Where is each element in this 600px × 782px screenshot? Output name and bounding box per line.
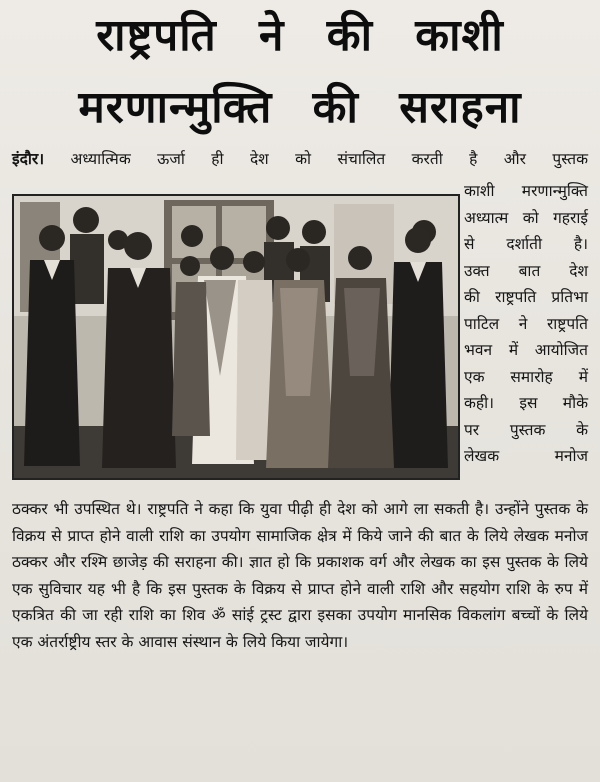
side-line: उक्त बात देश (464, 261, 588, 280)
lead-line (12, 146, 588, 173)
side-line: पाटिल ने राष्ट्रपति (464, 314, 588, 333)
headline-line-2: मरणान्मुक्ति की सराहना (78, 82, 522, 133)
lead-sentence: अध्यात्मिक ऊर्जा ही देश को संचालित करती है और पुस्तक (70, 150, 588, 168)
headline-line-1: राष्ट्रपति ने की काशी (96, 10, 504, 61)
side-line: एक समारोह में (464, 367, 588, 386)
side-line: पर पुस्तक के (464, 420, 588, 439)
group-photo-image (14, 196, 458, 478)
side-line: काशी मरणान्मुक्ति (464, 182, 588, 200)
dateline: इंदौर। (12, 150, 45, 168)
side-line: की राष्ट्रपति प्रतिभा (464, 288, 588, 306)
side-line: कही। इस मौके (464, 394, 588, 412)
side-line: अध्यात्म को गहराई (464, 208, 588, 227)
side-line: से दर्शाती है। (464, 235, 588, 253)
side-line: भवन में आयोजित (464, 341, 588, 359)
article-body: ठक्कर भी उपस्थित थे। राष्ट्रपति ने कहा कि युवा पीढ़ी ही देश को आगे ला सकती है। उन्होंने पुस्तक के विक्रय से प्राप्त होने वाली राशि का उपयोग सामाजिक क्षेत्र में किये जाने की बात के लिये लेखक मनोज ठक्कर और रश्मि छाजेड़ की सराहना की। ज्ञात हो कि प्रकाशक वर्ग और लेखक का इस पुस्तक के लिये एक सुविचार यह भी है कि इस पुस्तक के विक्रय से प्राप्त होने वाली राशि और सहयोग राशि के रुप में एकत्रित की जा रही राशि का शिव ॐ सांई ट्रस्ट द्वारा इसका उपयोग मानसिक विकलांग बच्चों के लिये एक अंतर्राष्ट्रीय स्तर के आवास संस्थान के लिये किया जायेगा। (12, 500, 588, 651)
side-line: लेखक मनोज (464, 447, 588, 465)
side-column (464, 178, 588, 470)
event-photo (12, 194, 460, 480)
